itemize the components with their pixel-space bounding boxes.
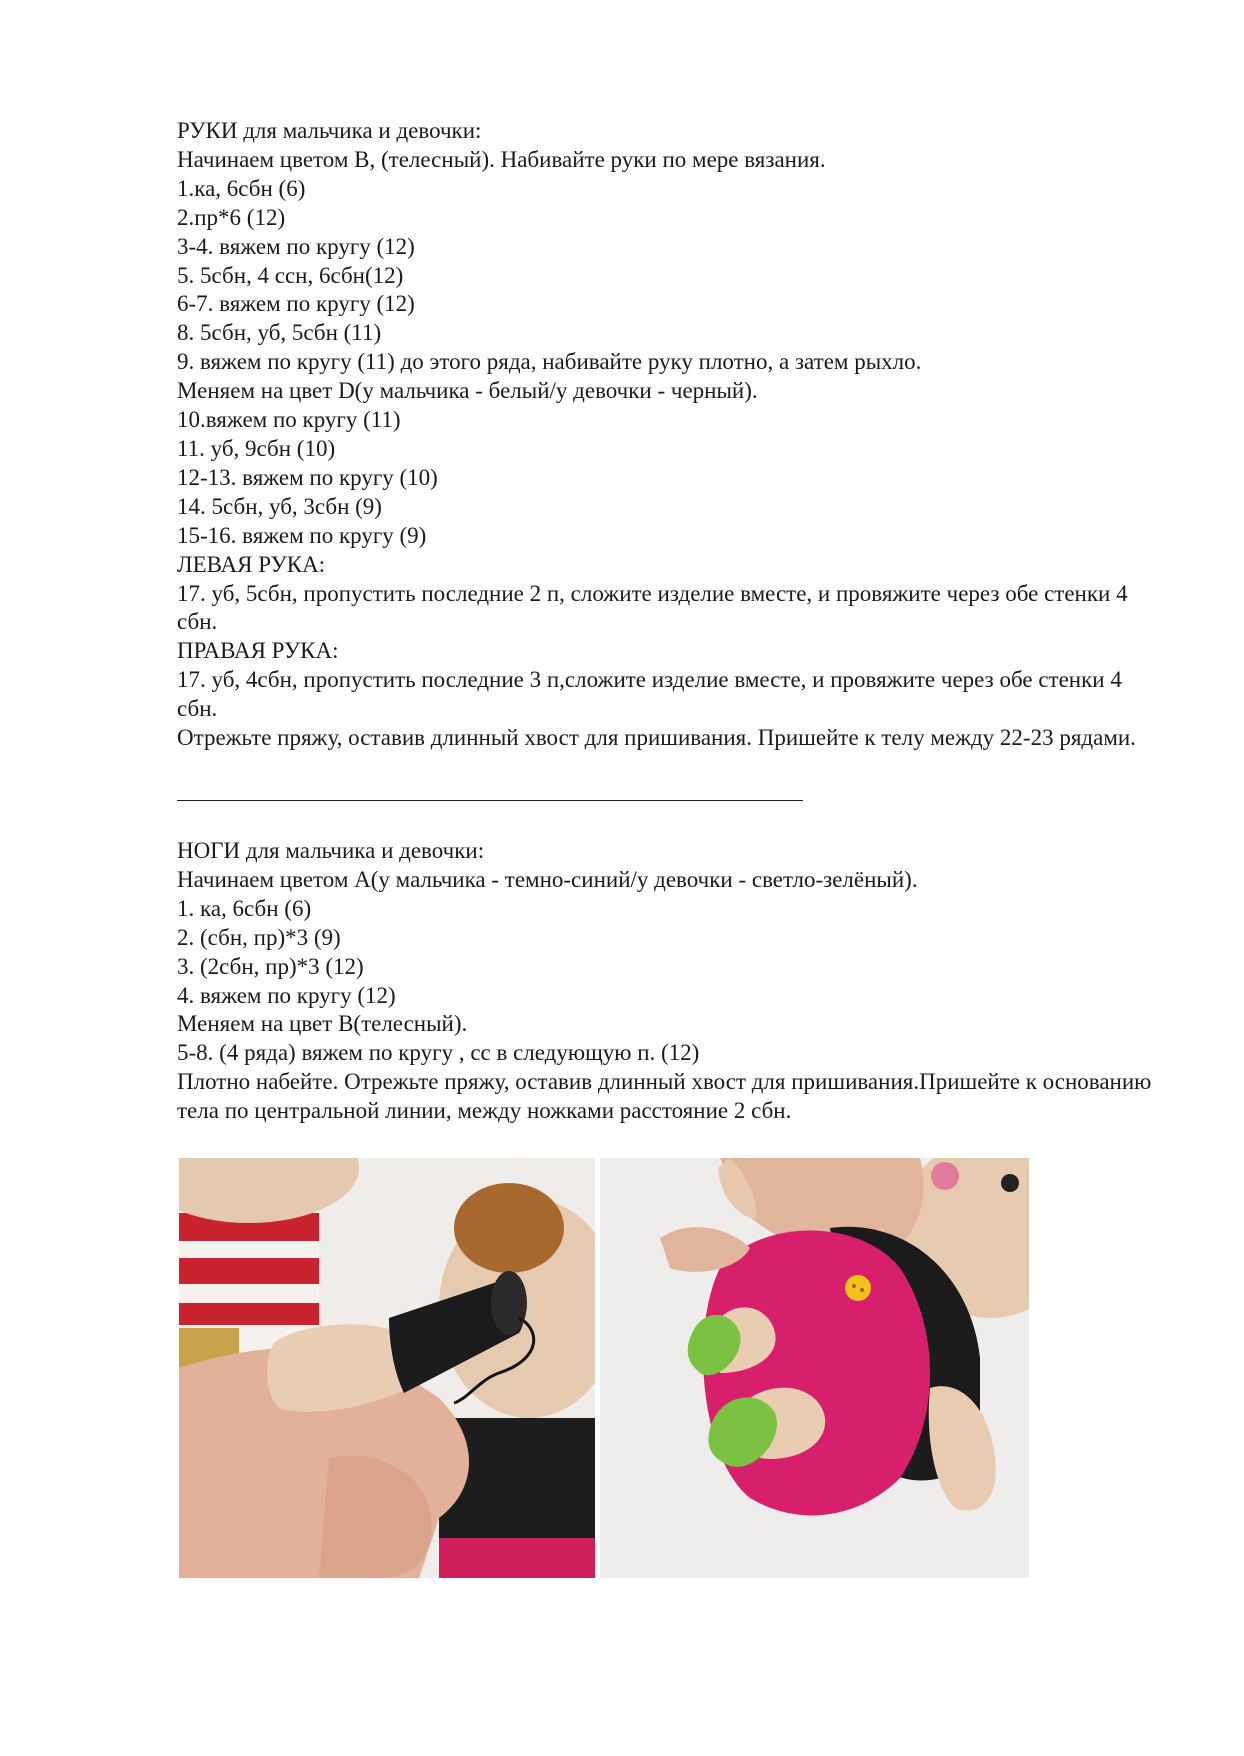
arms-row-11: 11. уб, 9сбн (10) [177,435,336,461]
arms-row-14: 14. 5сбн, уб, 3сбн (9) [177,493,382,519]
legs-row-3: 3. (2сбн, пр)*3 (12) [177,953,364,979]
left-arm-heading: ЛЕВАЯ РУКА: [177,551,326,577]
arms-row-2: 2.пр*6 (12) [177,204,286,230]
arms-row-10: 10.вяжем по кругу (11) [177,407,401,433]
left-arm-row-17: 17. уб, 5сбн, пропустить последние 2 п, сложите изделие вместе, и провяжите через обе стенки 4 сбн. [177,580,1128,635]
arms-instructions [177,117,1167,753]
legs-photo-illustration [600,1158,1029,1578]
arms-row-3-4: 3-4. вяжем по кругу (12) [177,233,415,259]
arms-row-15-16: 15-16. вяжем по кругу (9) [177,522,427,548]
arms-color-change: Меняем на цвет D(у мальчика - белый/у девочки - черный). [177,378,758,404]
section-divider [177,800,803,801]
legs-instructions [177,837,1167,1126]
arms-row-9: 9. вяжем по кругу (11) до этого ряда, набивайте руку плотно, а затем рыхло. [177,349,922,375]
photo-arm-in-hand [179,1158,595,1578]
arms-row-6-7: 6-7. вяжем по кругу (12) [177,291,415,317]
legs-start-color: Начинаем цветом А(у мальчика - темно-синий/у девочки - светло-зелёный). [177,866,918,892]
photo-legs-attached [600,1158,1029,1578]
legs-row-5-8: 5-8. (4 ряда) вяжем по кругу , сс в следующую п. (12) [177,1040,700,1066]
arms-row-1: 1.ка, 6сбн (6) [177,175,306,201]
arms-row-5: 5. 5сбн, 4 ссн, 6сбн(12) [177,262,404,288]
arms-row-8: 8. 5сбн, уб, 5сбн (11) [177,320,382,346]
arms-finish: Отрежьте пряжу, оставив длинный хвост для пришивания. Пришейте к телу между 22-23 рядами. [177,725,1136,751]
legs-finish: Плотно набейте. Отрежьте пряжу, оставив длинный хвост для пришивания.Пришейте к основанию тела по центральной линии, между ножками расстояние 2 сбн. [177,1069,1152,1124]
legs-heading: НОГИ для мальчика и девочки: [177,838,485,863]
arms-start-color: Начинаем цветом B, (телесный). Набивайте руки по мере вязания. [177,146,826,172]
legs-row-4: 4. вяжем по кругу (12) [177,982,396,1008]
right-arm-row-17: 17. уб, 4сбн, пропустить последние 3 п,сложите изделие вместе, и провяжите через обе стенки 4 сбн. [177,667,1122,722]
arms-row-12-13: 12-13. вяжем по кругу (10) [177,464,438,490]
legs-color-change: Меняем на цвет B(телесный). [177,1011,468,1037]
legs-row-1: 1. ка, 6сбн (6) [177,895,312,921]
arm-photo-illustration [179,1158,595,1578]
legs-row-2: 2. (сбн, пр)*3 (9) [177,924,341,950]
right-arm-heading: ПРАВАЯ РУКА: [177,638,339,664]
arms-heading: РУКИ для мальчика и девочки: [177,118,482,143]
